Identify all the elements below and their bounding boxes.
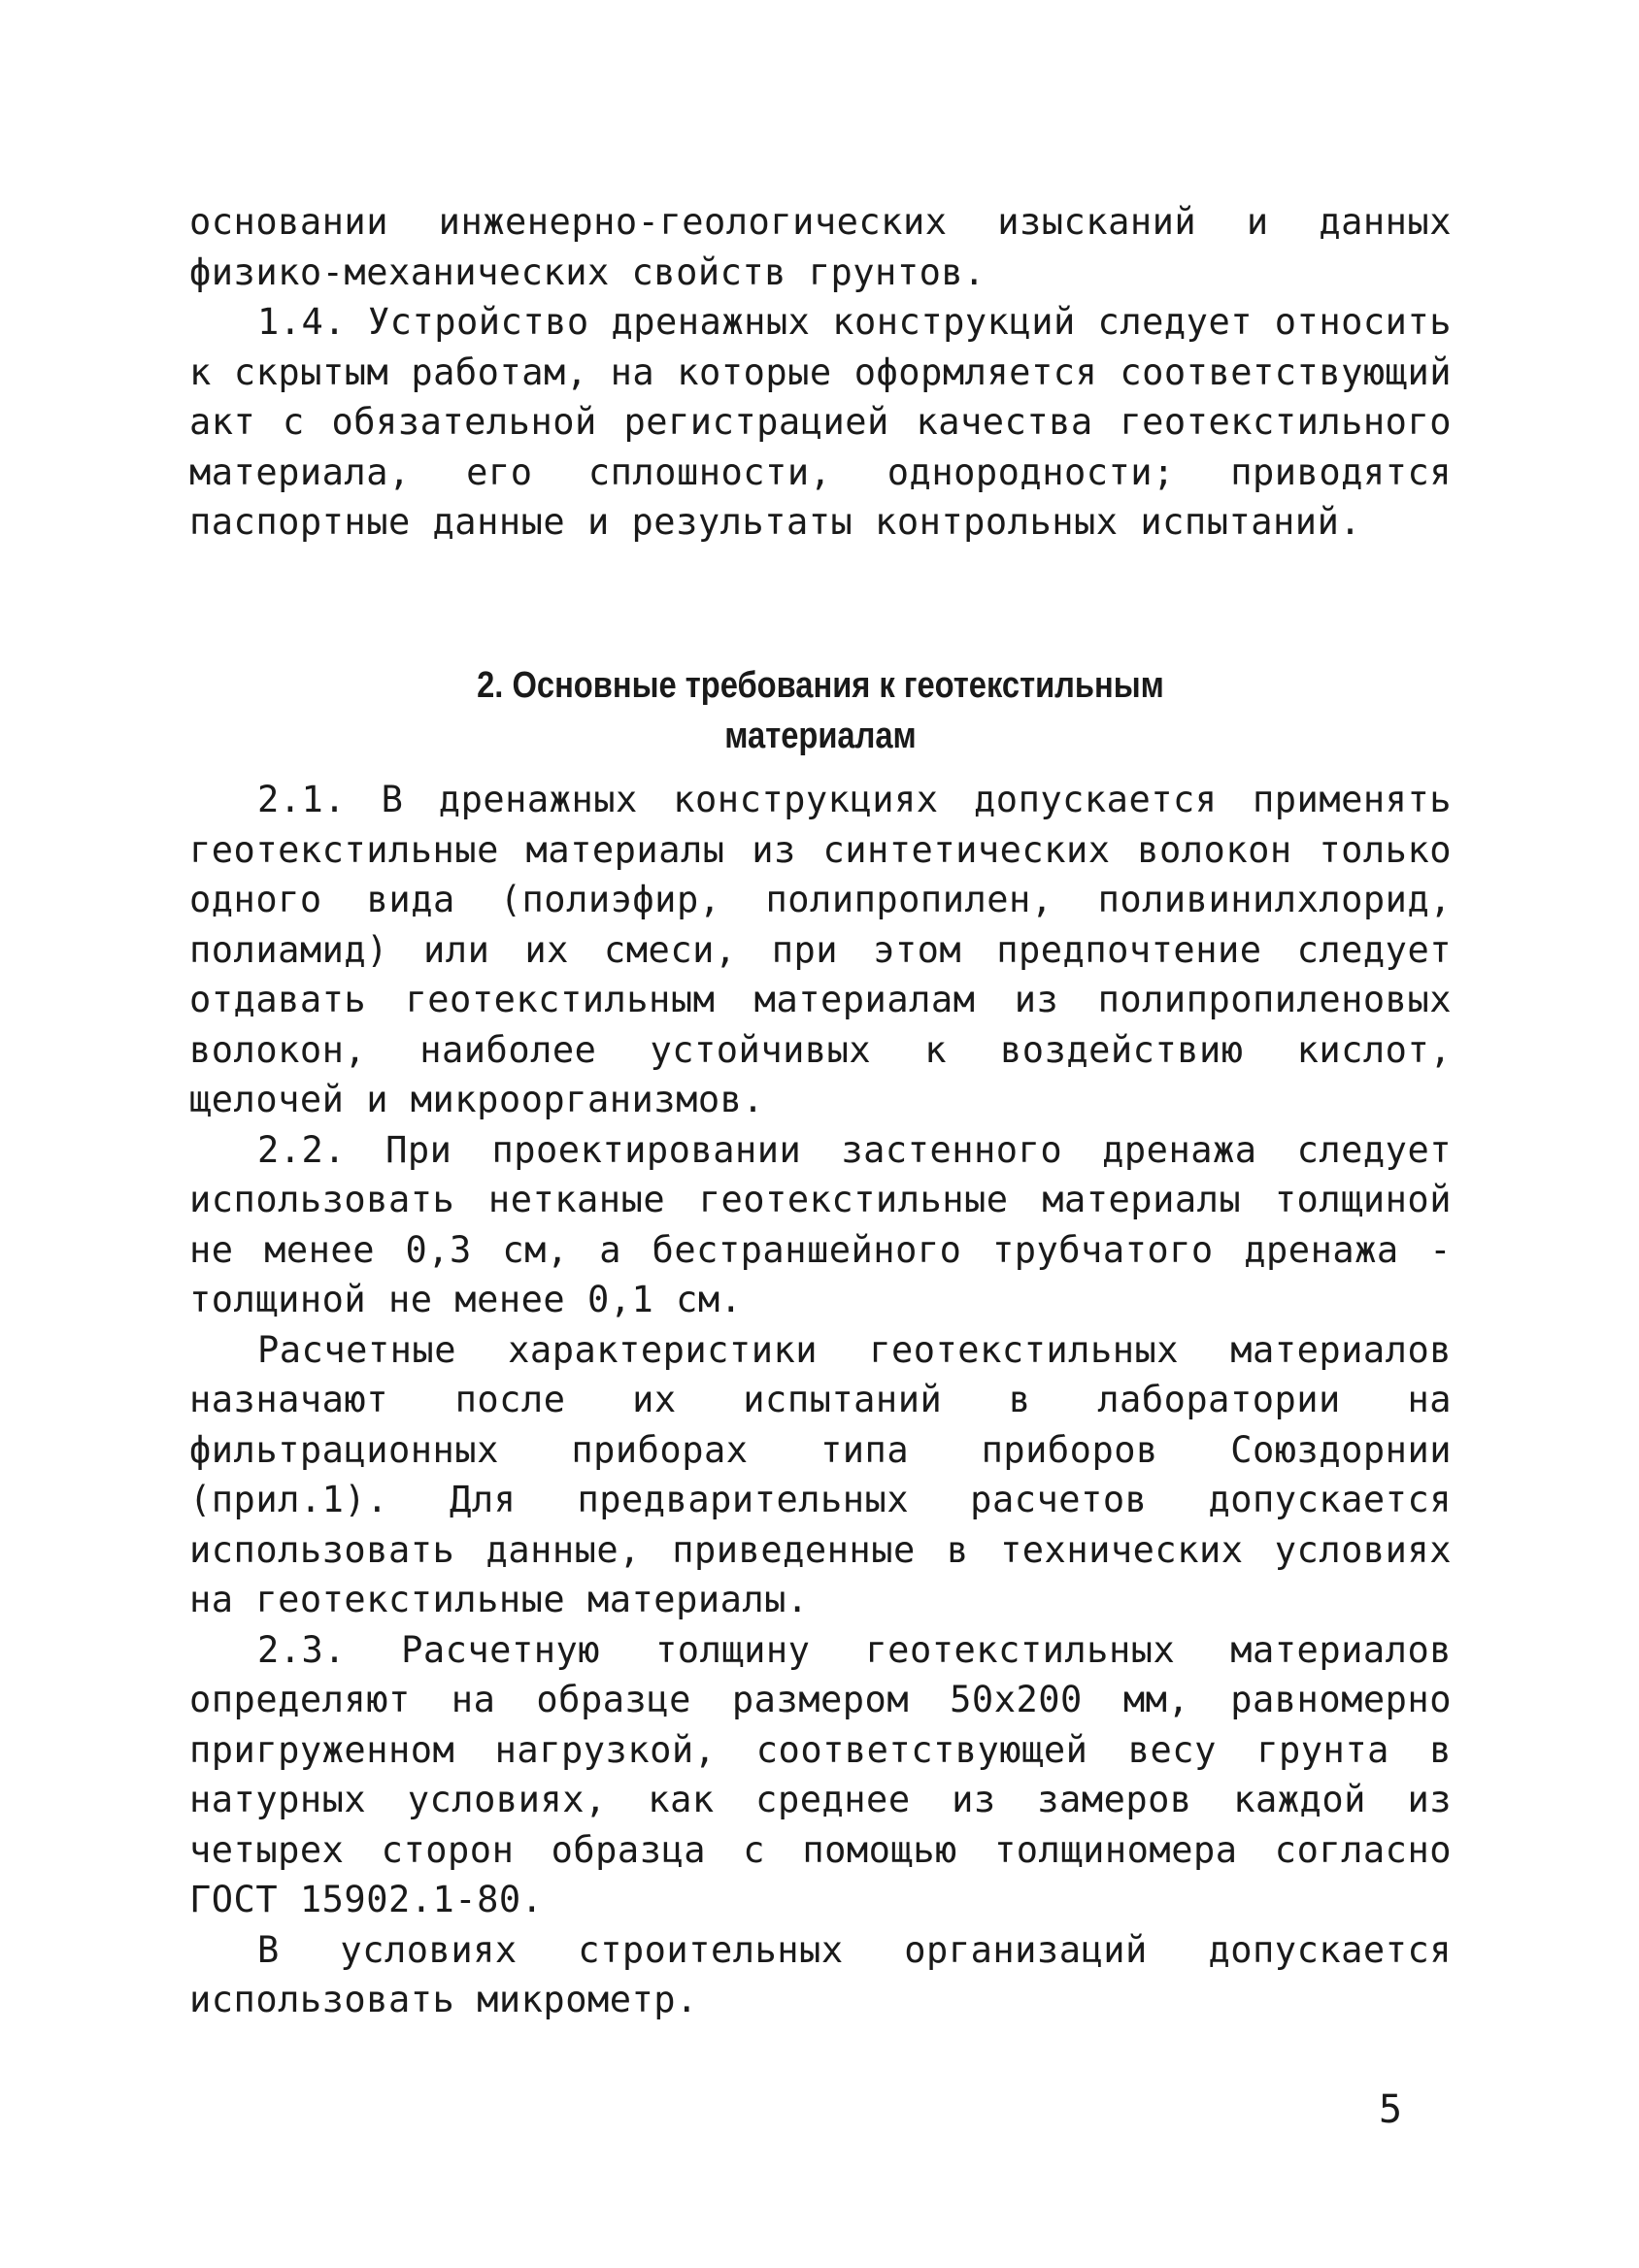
page-number: 5 [1379, 2087, 1403, 2132]
paragraph-2-2: 2.2. При проектировании застенного дренажа следует использовать нетканые геотекстильные материалы толщиной не менее 0,3 см, а бестраншейного трубчатого дренажа - толщиной не менее 0,1 см. [189, 1128, 1452, 1320]
section-heading [278, 660, 1363, 761]
section-heading-line-1: 2. Основные требования к геотекстильным [477, 665, 1164, 706]
paragraph-1-4: 1.4. Устройство дренажных конструкций следует относить к скрытым работам, на которые оформляется соответствующий акт с обязательной регистрацией качества геотекстильного материала, его сплошности, однородности; приводятся паспортные данные и результаты контрольных испытаний. [189, 301, 1452, 543]
paragraph-2-3: 2.3. Расчетную толщину геотекстильных материалов определяют на образце размером 50х200 мм, равномерно пригруженном нагрузкой, соответствующей весу грунта в натурных условиях, как среднее из замеров каждой из четырех сторон образца с помощью толщиномера согласно ГОСТ 15902.1-80. [189, 1628, 1452, 1920]
paragraph-calc-characteristics: Расчетные характеристики геотекстильных материалов назначают после их испытаний в лаборатории на фильтрационных приборах типа приборов Союздорнии (прил.1). Для предварительных расчетов допускается использовать данные, приведенные в технических условиях на геотекстильные материалы. [189, 1328, 1452, 1620]
paragraph-micrometer: В условиях строительных организаций допускается использовать микрометр. [189, 1928, 1452, 2020]
text-block-main [189, 775, 1452, 2025]
paragraph-2-1: 2.1. В дренажных конструкциях допускается применять геотекстильные материалы из синтетических волокон только одного вида (полиэфир, полипропилен, поливинилхлорид, полиамид) или их смеси, при этом предпочтение следует отдавать геотекстильным материалам из полипропиленовых волокон, наиболее устойчивых к воздействию кислот, щелочей и микроорганизмов. [189, 779, 1452, 1120]
section-heading-line-2: материалам [724, 716, 917, 756]
intro-paragraph: основании инженерно-геологических изысканий и данных физико-механических свойств грунтов. [189, 201, 1452, 293]
text-block-top [189, 197, 1452, 548]
